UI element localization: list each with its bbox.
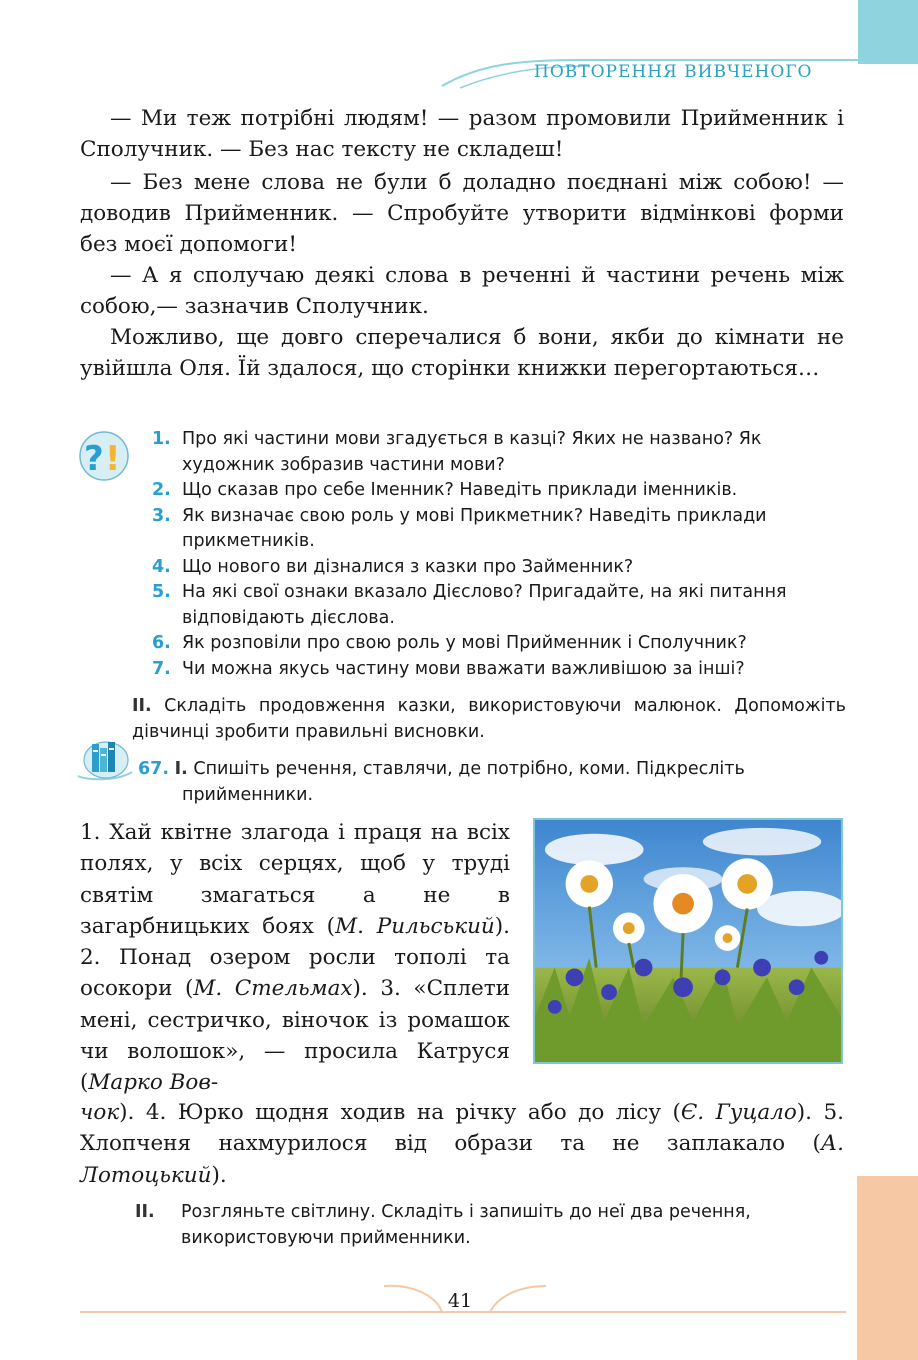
- question-text: Про які частини мови згадується в казці? Яких не названо? Як художник зобразив частини мови?: [182, 429, 762, 475]
- sentence-end: ).: [211, 1162, 227, 1188]
- sentence-2: ). 2. Понад озером росли тополі та осокори (: [80, 913, 510, 1002]
- question-item: [152, 478, 846, 504]
- task2-line1: Розгляньте світлину. Складіть і запишіть до неї два речення,: [181, 1202, 751, 1222]
- svg-text:?: ?: [84, 439, 104, 479]
- question-text: Що сказав про себе Іменник? Наведіть приклади іменників.: [182, 480, 738, 500]
- story-paragraph-3: — А я сполучаю деякі слова в реченні й частини речень між собою,— зазначив Сполучник.: [80, 263, 844, 319]
- task-ii-text: Складіть продовження казки, використовуючи малюнок. Допоможіть дівчинці зробити правильні висновки.: [132, 696, 846, 742]
- question-text: Як розповіли про свою роль у мові Прийменник і Сполучник?: [182, 633, 747, 653]
- question-item: [152, 631, 846, 657]
- author-3-part2: чок: [80, 1100, 120, 1125]
- story-paragraph-1: — Ми теж потрібні людям! — разом промовили Прийменник і Сполучник. — Без нас тексту не складеш!: [80, 106, 844, 162]
- question-number: 4.: [152, 556, 171, 577]
- task-ii: [132, 694, 846, 745]
- task-roman-numeral: II.: [132, 696, 152, 716]
- question-number: 7.: [152, 658, 171, 679]
- task-ii-photo: [135, 1200, 846, 1251]
- question-item: [152, 580, 846, 631]
- author-3-part1: Марко Вов-: [88, 1070, 219, 1096]
- page-number: 41: [447, 1290, 473, 1312]
- author-4: Є. Гуцало: [680, 1100, 797, 1125]
- question-number: 3.: [152, 505, 171, 526]
- books-icon: [76, 736, 134, 782]
- questions-list: [152, 427, 846, 682]
- exercise-instruction-line2: прийменники.: [182, 784, 314, 805]
- question-text: Чи можна якусь частину мови вважати важливішою за інші?: [182, 658, 745, 679]
- sentence-4: ). 4. Юрко щодня ходив на річку або до лісу (: [119, 1100, 681, 1125]
- section-title: ПОВТОРЕННЯ ВИВЧЕНОГО: [534, 62, 813, 82]
- question-item: [152, 657, 846, 683]
- question-text: Що нового ви дізналися з казки про Займенник?: [182, 556, 634, 577]
- daisies-photo: [533, 818, 843, 1064]
- question-item: [152, 555, 846, 581]
- side-margin-tab: [857, 1176, 918, 1360]
- sentence-5: ). 5. Хлопченя нахмурилося від образи та не заплакало (: [80, 1100, 844, 1157]
- sentence-1: 1. Хай квітне злагода і праця на всіх полях, у всіх серцях, щоб у труді святім змагаться а не в загарбницьких боях (: [80, 820, 510, 939]
- task2-line2: використовуючи прийменники.: [181, 1227, 471, 1248]
- svg-text:!: !: [105, 439, 121, 479]
- exercise-sentences-full: [80, 1097, 844, 1191]
- story-paragraph-2: — Без мене слова не були б доладно поєднані між собою! — доводив Прийменник. — Спробуйте утворити відмінкові форми без моєї допомоги!: [80, 170, 844, 257]
- story-paragraph-4: Можливо, ще довго сперечалися б вони, якби до кімнати не увійшла Оля. Їй здалося, що сторінки книжки перегортаються…: [80, 325, 844, 381]
- task2-roman-numeral: II.: [135, 1202, 155, 1222]
- exercise-instruction-line1: Спишіть речення, ставлячи, де потрібно, коми. Підкресліть: [193, 759, 745, 779]
- question-number: 6.: [152, 633, 171, 653]
- author-5: А. Лотоцький: [80, 1131, 844, 1188]
- exercise-number: 67.: [138, 759, 170, 779]
- question-number: 5.: [152, 582, 171, 602]
- exercise-67-heading: [138, 757, 846, 808]
- question-number: 2.: [152, 480, 171, 500]
- exercise-sentences-col: [80, 817, 510, 1099]
- question-item: [152, 427, 846, 478]
- question-exclamation-icon: [78, 430, 130, 482]
- author-2: М. Стельмах: [193, 976, 353, 1002]
- question-text: На які свої ознаки вказало Дієслово? Пригадайте, на які питання відповідають дієслова.: [182, 582, 787, 628]
- sentence-3: ). 3. «Сплети мені, сестричко, віночок із ромашок чи волошок», — просила Катруся (: [80, 976, 510, 1096]
- question-text: Як визначає свою роль у мові Прикметник? Наведіть приклади прикметників.: [182, 505, 767, 551]
- author-1: М. Рильський: [335, 913, 495, 939]
- question-item: [152, 504, 846, 555]
- question-number: 1.: [152, 429, 171, 449]
- exercise-roman-numeral: I.: [174, 759, 188, 779]
